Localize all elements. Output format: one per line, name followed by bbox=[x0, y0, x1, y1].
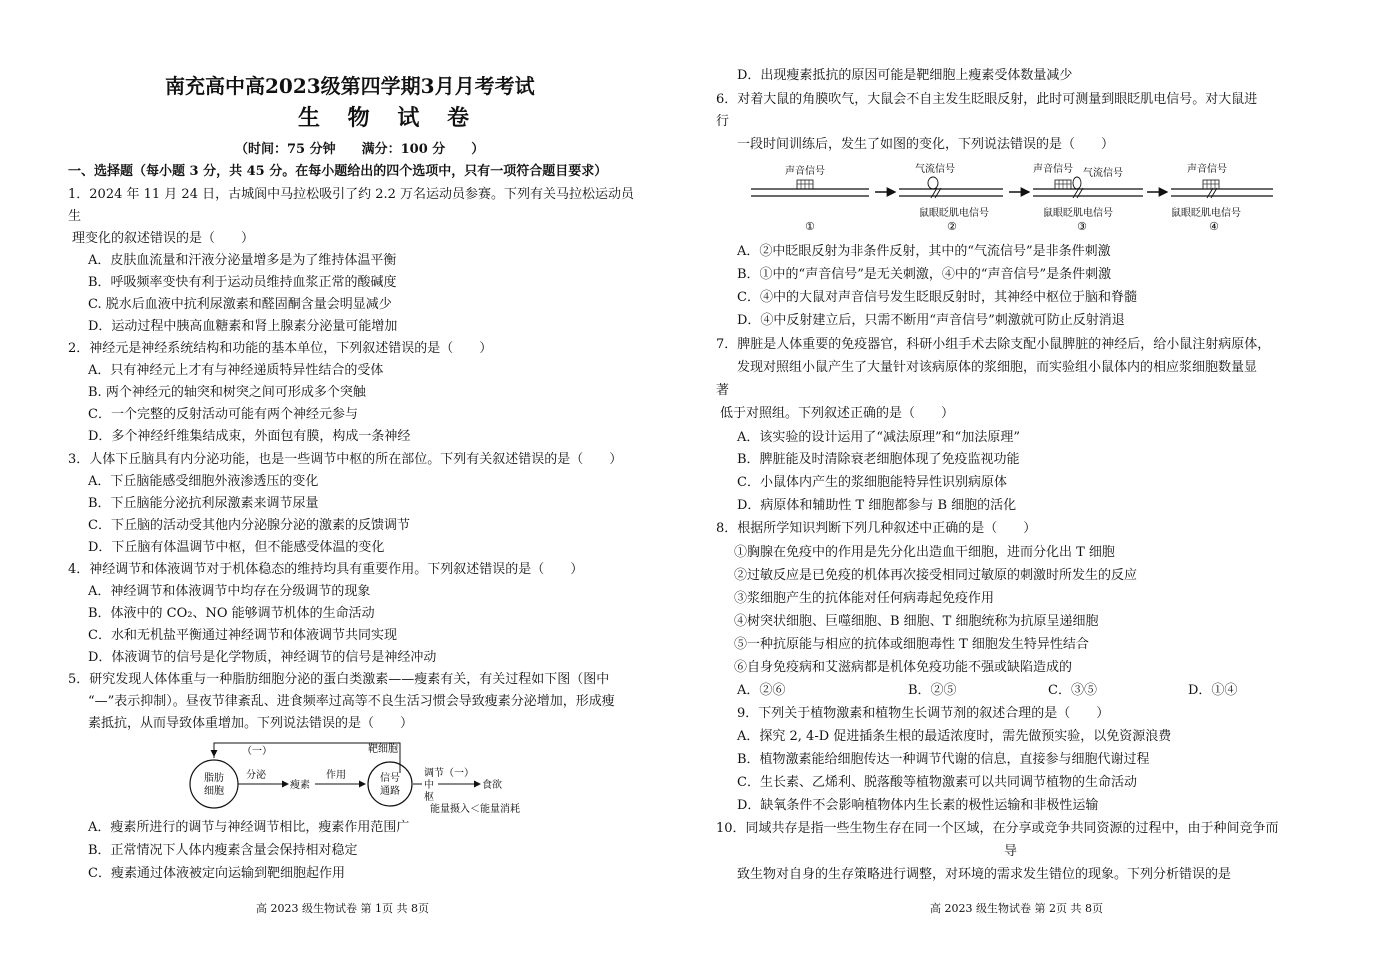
q6-option-d: D．④中反射建立后，只需不断用“声音信号”刺激就可防止反射消退 bbox=[737, 313, 1125, 328]
q7-stem-cont: 发现对照组小鼠产生了大量针对该病原体的浆细胞，而实验组小鼠体内的相应浆细胞数量显 bbox=[737, 360, 1258, 375]
target-cell-label: 靶细胞 bbox=[368, 744, 398, 755]
act-label: 作用 bbox=[326, 770, 346, 781]
q6-option-c: C．④中的大鼠对声音信号发生眨眼反射时，其神经中枢位于脑和脊髓 bbox=[737, 290, 1137, 305]
panel-1 bbox=[751, 164, 869, 233]
q6-option-a: A．②中眨眼反射为非条件反射，其中的“气流信号”是非条件刺激 bbox=[737, 244, 1111, 259]
q4-option-c: C．水和无机盐平衡通过神经调节和体液调节共同实现 bbox=[88, 628, 397, 643]
q3-option-c: C．下丘脑的活动受其他内分泌腺分泌的激素的反馈调节 bbox=[88, 518, 410, 533]
emg-signal-label: 鼠眼眨肌电信号 bbox=[1171, 208, 1241, 219]
fat-cell-node bbox=[190, 760, 238, 808]
signal-label: 信号 bbox=[380, 773, 400, 784]
secrete-label: 分泌 bbox=[246, 770, 266, 781]
q1-option-c: C. 脱水后血液中抗利尿激素和醛固酮含量会明显减少 bbox=[88, 297, 392, 312]
q9-option-c: C．生长素、乙烯利、脱落酸等植物激素可以共同调节植物的生命活动 bbox=[737, 775, 1137, 790]
q5-option-d: D．出现瘦素抵抗的原因可能是靶细胞上瘦素受体数量减少 bbox=[737, 68, 1073, 83]
panel-3 bbox=[1033, 162, 1143, 233]
q7-stem-cont: 低于对照组。下列叙述正确的是（ ） bbox=[720, 406, 955, 421]
q5-stem-cont: “—”表示抑制）。昼夜节律紊乱、进食频率过高等不良生活习惯会导致瘦素分泌增加，形成瘦 bbox=[88, 694, 615, 709]
panel-2 bbox=[899, 162, 1003, 233]
q8-option-c: C．③⑤ bbox=[1048, 683, 1097, 698]
q9-option-b: B．植物激素能给细胞传达一种调节代谢的信息，直接参与细胞代谢过程 bbox=[737, 752, 1150, 767]
q2-option-d: D．多个神经纤维集结成束，外面包有膜，构成一条神经 bbox=[88, 429, 411, 444]
footer-right: 高 2023 级生物试卷 第 2页 共 8页 bbox=[930, 902, 1103, 915]
footer-left: 高 2023 级生物试卷 第 1页 共 8页 bbox=[256, 902, 429, 915]
q7-stem-cont: 著 bbox=[716, 383, 730, 398]
center-label: 中 bbox=[424, 780, 434, 791]
q1-option-b: B．呼吸频率变快有利于运动员维持血浆正常的酸碱度 bbox=[88, 275, 397, 290]
q6-option-b: B．①中的“声音信号”是无关刺激，④中的“声音信号”是条件刺激 bbox=[737, 267, 1112, 282]
q7-option-b: B．脾脏能及时清除衰老细胞体现了免疫监视功能 bbox=[737, 452, 1020, 467]
q4-option-b: B．体液中的 CO₂、NO 能够调节机体的生命活动 bbox=[88, 606, 375, 621]
section-heading: 一、选择题（每小题 3 分，共 45 分。在每小题给出的四个选项中，只有一项符合题目要求） bbox=[68, 164, 608, 179]
signal-label: 通路 bbox=[380, 786, 400, 797]
q8-stem: 8．根据所学知识判断下列几种叙述中正确的是（ ） bbox=[716, 521, 1037, 536]
q1-stem-cont: 生 bbox=[68, 209, 82, 224]
q9-stem: 9．下列关于植物激素和植物生长调节剂的叙述合理的是（ ） bbox=[737, 706, 1110, 721]
q8-statement-4: ④树突状细胞、巨噬细胞、B 细胞、T 细胞统称为抗原呈递细胞 bbox=[734, 614, 1099, 629]
q7-option-c: C．小鼠体内产生的浆细胞能特异性识别病原体 bbox=[737, 475, 1007, 490]
q4-option-d: D．体液调节的信号是化学物质，神经调节的信号是神经冲动 bbox=[88, 650, 437, 665]
q5-stem: 5．研究发现人体体重与一种脂肪细胞分泌的蛋白类激素——瘦素有关，有关过程如下图（图中 bbox=[68, 672, 610, 687]
blink-reflex-diagram bbox=[747, 160, 1277, 236]
sound-signal-label: 声音信号 bbox=[1187, 164, 1227, 175]
q10-stem-cont: 导 bbox=[1004, 844, 1018, 859]
q3-stem: 3．人体下丘脑具有内分泌功能，也是一些调节中枢的所在部位。下列有关叙述错误的是（ ） bbox=[68, 452, 623, 467]
q1-option-d: D．运动过程中胰高血糖素和肾上腺素分泌量可能增加 bbox=[88, 319, 398, 334]
q3-option-b: B．下丘脑能分泌抗利尿激素来调节尿量 bbox=[88, 496, 319, 511]
energy-balance-label: 能量摄入＜能量消耗 bbox=[430, 804, 520, 815]
q5-option-c: C．瘦素通过体液被定向运输到靶细胞起作用 bbox=[88, 866, 345, 881]
emg-signal-label: 鼠眼眨肌电信号 bbox=[919, 208, 989, 219]
panel-3-label: ③ bbox=[1077, 220, 1087, 233]
leptin-label: 瘦素 bbox=[290, 780, 310, 791]
inhibit-label: （一） bbox=[242, 746, 272, 757]
q8-statement-3: ③浆细胞产生的抗体能对任何病毒起免疫作用 bbox=[734, 591, 995, 606]
fat-cell-label: 脂肪 bbox=[204, 773, 224, 784]
time-info: （时间：75 分钟 满分：100 分 ） bbox=[235, 142, 485, 157]
q2-option-c: C．一个完整的反射活动可能有两个神经元参与 bbox=[88, 407, 358, 422]
q10-stem: 10．同域共存是指一些生物生存在同一个区域，在分享或竞争共同资源的过程中，由于种间竞争而 bbox=[716, 821, 1279, 836]
q4-option-a: A．神经调节和体液调节中均存在分级调节的现象 bbox=[88, 584, 371, 599]
sound-signal-label: 声音信号 bbox=[1033, 164, 1073, 175]
q5-option-b: B．正常情况下人体内瘦素含量会保持相对稳定 bbox=[88, 843, 358, 858]
q7-option-d: D．病原体和辅助性 T 细胞都参与 B 细胞的活化 bbox=[737, 498, 1017, 513]
q7-stem: 7．脾脏是人体重要的免疫器官，科研小组手术去除支配小鼠脾脏的神经后，给小鼠注射病原体， bbox=[716, 337, 1271, 352]
center-label: 枢 bbox=[424, 792, 434, 803]
q8-statement-1: ①胸腺在免疫中的作用是先分化出造血干细胞，进而分化出 T 细胞 bbox=[734, 545, 1115, 560]
q9-option-a: A．探究 2, 4-D 促进插条生根的最适浓度时，需先做预实验，以免资源浪费 bbox=[737, 729, 1172, 744]
q3-option-d: D．下丘脑有体温调节中枢，但不能感受体温的变化 bbox=[88, 540, 385, 555]
q8-statement-2: ②过敏反应是已免疫的机体再次接受相同过敏原的刺激时所发生的反应 bbox=[734, 568, 1138, 583]
q8-option-a: A．②⑥ bbox=[737, 683, 786, 698]
q1-stem: 1．2024 年 11 月 24 日，古城阆中马拉松吸引了约 2.2 万名运动员参赛。下列有关马拉松运动员 bbox=[68, 187, 635, 202]
q8-statement-5: ⑤一种抗原能与相应的抗体或细胞毒性 T 细胞发生特异性结合 bbox=[734, 637, 1089, 652]
q2-stem: 2．神经元是神经系统结构和功能的基本单位，下列叙述错误的是（ ） bbox=[68, 341, 493, 356]
q6-stem-cont: 一段时间训练后，发生了如图的变化，下列说法错误的是（ ） bbox=[737, 137, 1115, 152]
panel-2-label: ② bbox=[947, 220, 957, 233]
q1-option-a: A．皮肤血流量和汗液分泌量增多是为了维持体温平衡 bbox=[88, 253, 397, 268]
airflow-signal-label: 气流信号 bbox=[915, 164, 955, 175]
q1-stem-cont: 理变化的叙述错误的是（ ） bbox=[72, 231, 255, 246]
q6-stem: 6．对着大鼠的角膜吹气，大鼠会不自主发生眨眼反射，此时可测量到眼眨肌电信号。对大鼠进 bbox=[716, 92, 1258, 107]
q8-statement-6: ⑥自身免疫病和艾滋病都是机体免疫功能不强或缺陷造成的 bbox=[734, 660, 1073, 675]
leptin-diagram bbox=[180, 738, 540, 816]
q2-option-b: B. 两个神经元的轴突和树突之间可形成多个突触 bbox=[88, 385, 366, 400]
panel-1-label: ① bbox=[805, 220, 815, 233]
fat-cell-label: 细胞 bbox=[204, 786, 224, 797]
panel-4 bbox=[1171, 162, 1273, 233]
panel-4-label: ④ bbox=[1209, 220, 1219, 233]
q5-stem-cont: 素抵抗，从而导致体重增加。下列说法错误的是（ ） bbox=[88, 716, 414, 731]
q2-option-a: A．只有神经元上才有与神经递质特异性结合的受体 bbox=[88, 363, 384, 378]
signal-pathway-node bbox=[368, 762, 412, 806]
exam-subtitle: 生 物 试 卷 bbox=[298, 105, 479, 131]
q7-option-a: A．该实验的设计运用了“减法原理”和“加法原理” bbox=[737, 430, 1020, 445]
q8-option-d: D．①④ bbox=[1188, 683, 1238, 698]
regulate-label: 调节（一） bbox=[424, 768, 474, 779]
q8-option-b: B．②⑤ bbox=[908, 683, 957, 698]
q6-stem-cont: 行 bbox=[716, 114, 730, 129]
q9-option-d: D．缺氧条件不会影响植物体内生长素的极性运输和非极性运输 bbox=[737, 798, 1099, 813]
q10-stem-cont: 致生物对自身的生存策略进行调整，对环境的需求发生错位的现象。下列分析错误的是 bbox=[737, 867, 1232, 882]
exam-title: 南充高中高2023级第四学期3月月考考试 bbox=[165, 74, 535, 98]
appetite-label: 食欲 bbox=[482, 780, 502, 791]
airflow-signal-label: 气流信号 bbox=[1083, 168, 1123, 179]
q4-stem: 4．神经调节和体液调节对于机体稳态的维持均具有重要作用。下列叙述错误的是（ ） bbox=[68, 562, 584, 577]
q5-option-a: A．瘦素所进行的调节与神经调节相比，瘦素作用范围广 bbox=[88, 820, 410, 835]
emg-signal-label: 鼠眼眨肌电信号 bbox=[1043, 208, 1113, 219]
q3-option-a: A．下丘脑能感受细胞外液渗透压的变化 bbox=[88, 474, 319, 489]
sound-signal-label: 声音信号 bbox=[785, 166, 825, 177]
